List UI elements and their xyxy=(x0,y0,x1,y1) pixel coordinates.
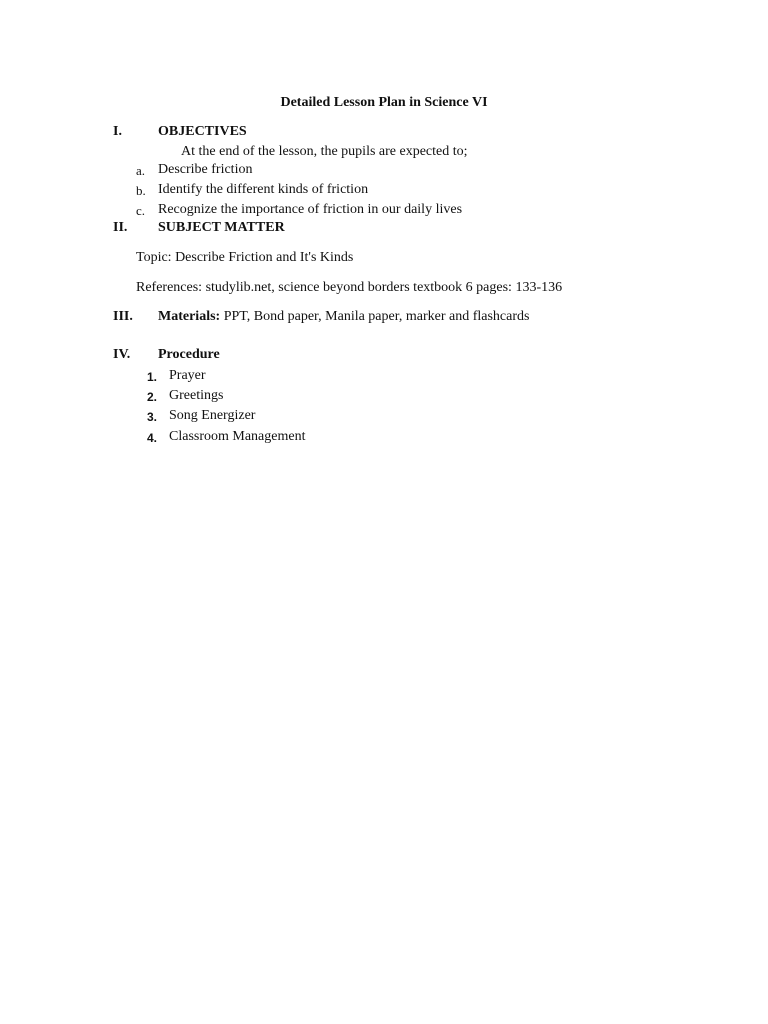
section-heading-procedure: Procedure xyxy=(158,347,220,362)
section-numeral-objectives: I. xyxy=(113,124,122,139)
document-title: Detailed Lesson Plan in Science VI xyxy=(280,95,488,110)
section-heading-subject-matter: SUBJECT MATTER xyxy=(158,220,285,235)
objective-item: Identify the different kinds of friction xyxy=(158,182,369,197)
procedure-marker: 3. xyxy=(147,410,158,424)
subject-topic: Topic: Describe Friction and It's Kinds xyxy=(136,250,354,265)
procedure-item: Classroom Management xyxy=(169,429,306,444)
objective-item: Describe friction xyxy=(158,162,253,177)
objectives-intro: At the end of the lesson, the pupils are expected to; xyxy=(181,144,468,159)
objective-marker: c. xyxy=(136,203,146,218)
objective-marker: b. xyxy=(136,183,146,198)
section-numeral-subject-matter: II. xyxy=(113,220,128,235)
section-heading-objectives: OBJECTIVES xyxy=(158,124,247,139)
section-numeral-procedure: IV. xyxy=(113,347,131,362)
procedure-marker: 2. xyxy=(147,390,158,404)
procedure-item: Prayer xyxy=(169,368,206,383)
procedure-marker: 4. xyxy=(147,431,158,445)
objective-marker: a. xyxy=(136,163,146,178)
objective-item: Recognize the importance of friction in our daily lives xyxy=(158,202,463,217)
procedure-item: Song Energizer xyxy=(169,408,256,423)
materials-line xyxy=(158,308,529,326)
subject-references: References: studylib.net, science beyond borders textbook 6 pages: 133-136 xyxy=(136,280,563,295)
materials-value: PPT, Bond paper, Manila paper, marker and flashcards xyxy=(220,309,530,324)
procedure-marker: 1. xyxy=(147,370,158,384)
procedure-item: Greetings xyxy=(169,388,224,403)
materials-label: Materials: xyxy=(158,309,221,324)
section-numeral-materials: III. xyxy=(113,309,133,324)
